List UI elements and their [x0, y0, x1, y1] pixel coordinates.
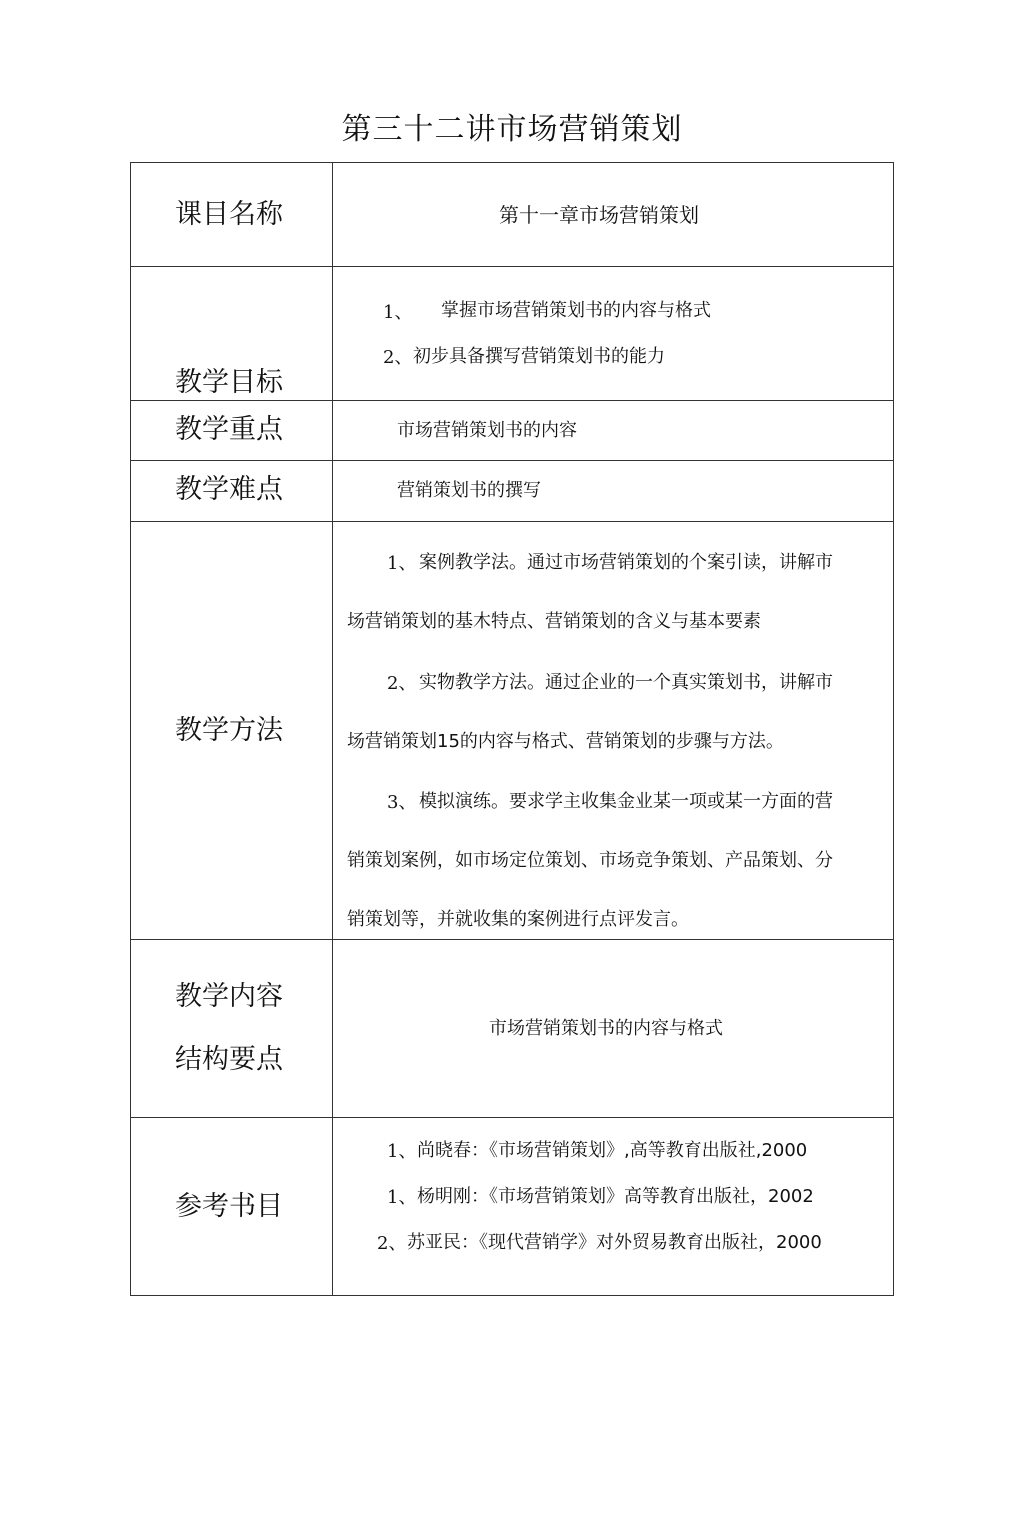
row-references: [131, 1118, 894, 1296]
row-key-points: [131, 401, 894, 461]
objective-number: 1、: [383, 302, 413, 323]
reference-number: 1、: [387, 1187, 417, 1208]
structure-label-cell: [131, 940, 333, 1118]
course-name-value-cell: [333, 163, 894, 267]
difficulties-value-cell: [333, 461, 894, 522]
key-points-label: 教学重点: [175, 414, 283, 445]
structure-value-cell: [333, 940, 894, 1118]
row-objectives: [131, 267, 894, 401]
structure-label-line1: 教学内容: [175, 981, 283, 1012]
course-name-label: 课目名称: [175, 199, 283, 230]
objective-item: 掌握市场营销策划书的内容与格式: [441, 300, 711, 321]
row-structure: [131, 940, 894, 1118]
method-line: 场营销策划15的内容与格式、营销策划的步骤与方法。: [347, 731, 784, 752]
reference-number: 2、: [377, 1233, 407, 1254]
row-methods: [131, 522, 894, 940]
method-line: 实物教学方法。通过企业的一个真实策划书，讲解市: [419, 672, 833, 693]
structure-label-line2: 结构要点: [175, 1044, 283, 1075]
method-line: 销策划等，并就收集的案例进行点评发言。: [347, 909, 689, 930]
objectives-value-cell: [333, 267, 894, 401]
references-label: 参考书目: [175, 1191, 283, 1222]
references-label-cell: [131, 1118, 333, 1296]
method-line: 案例教学法。通过市场营销策划的个案引读，讲解市: [419, 552, 833, 573]
methods-value-cell: [333, 522, 894, 940]
objectives-label: 教学目标: [175, 367, 283, 398]
reference-number: 1、: [387, 1141, 417, 1162]
page-title: 第三十二讲市场营销策划: [341, 112, 683, 147]
method-number: 2、: [387, 673, 417, 694]
method-line: 场营销策划的基木特点、营销策划的含义与基本要素: [347, 611, 761, 632]
difficulties-value: 营销策划书的撰写: [397, 480, 541, 501]
reference-item: 苏亚民：《现代营销学》对外贸易教育出版社，2000: [407, 1232, 822, 1253]
reference-item: 尚晓春：《市场营销策划》,高等教育出版社,2000: [417, 1140, 808, 1161]
objectives-label-cell: [131, 267, 333, 401]
method-number: 3、: [387, 792, 417, 813]
row-difficulties: [131, 461, 894, 522]
method-number: 1、: [387, 553, 417, 574]
course-name-value: 第十一章市场营销策划: [499, 203, 699, 227]
key-points-value-cell: [333, 401, 894, 461]
difficulties-label-cell: [131, 461, 333, 522]
method-line: 模拟演练。要求学主收集金业某一项或某一方面的营: [419, 791, 833, 812]
course-name-label-cell: [131, 163, 333, 267]
key-points-label-cell: [131, 401, 333, 461]
method-line: 销策划案例，如市场定位策划、市场竞争策划、产品策划、分: [347, 850, 833, 871]
reference-item: 杨明刚：《市场营销策划》高等教育出版社，2002: [417, 1186, 814, 1207]
row-course-name: [131, 163, 894, 267]
methods-label: 教学方法: [175, 715, 283, 746]
key-points-value: 市场营销策划书的内容: [397, 420, 577, 441]
objective-number: 2、: [383, 347, 413, 368]
methods-label-cell: [131, 522, 333, 940]
difficulties-label: 教学难点: [175, 474, 283, 505]
lesson-plan-table: [130, 162, 894, 1296]
structure-value: 市场营销策划书的内容与格式: [489, 1018, 723, 1039]
references-value-cell: [333, 1118, 894, 1296]
objective-item: 初步具备撰写营销策划书的能力: [413, 346, 665, 367]
